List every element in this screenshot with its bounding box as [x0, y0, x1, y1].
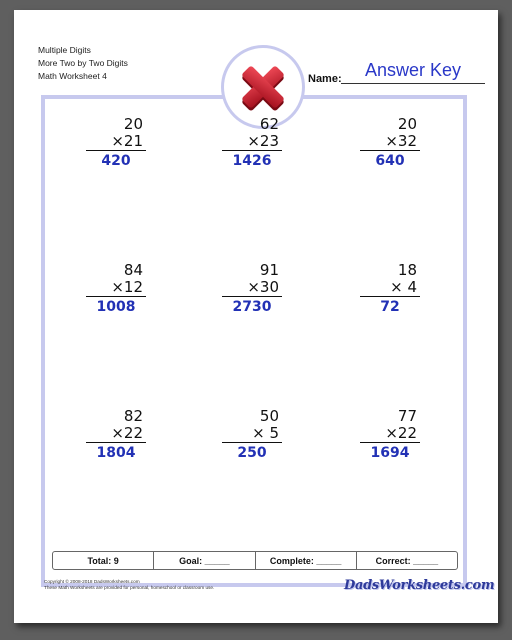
problem-answer: 420: [101, 153, 131, 169]
answer-key-text: Answer Key: [364, 60, 462, 80]
problem-answer: 2730: [232, 299, 272, 315]
problem-top-number: 62: [259, 115, 279, 133]
problem-multiplier: ×30: [222, 279, 282, 297]
problem-top-number: 18: [397, 261, 417, 279]
problem-top-number: 50: [259, 407, 279, 425]
problem-multiplier: × 4: [360, 279, 420, 297]
problem-multiplier: ×22: [360, 425, 420, 443]
title-line-1: Multiple Digits: [38, 45, 91, 55]
problem-multiplier: ×23: [222, 133, 282, 151]
problem-top-number: 77: [397, 407, 417, 425]
name-field: [341, 58, 485, 84]
problem-8: [222, 408, 282, 462]
problem-multiplier: ×12: [86, 279, 146, 297]
footer-total: Total: 9: [53, 552, 154, 569]
problem-4: [86, 262, 146, 316]
red-x-icon: [232, 56, 294, 118]
problem-multiplier: ×21: [86, 133, 146, 151]
problem-answer: 250: [237, 445, 267, 461]
problem-answer: 1804: [96, 445, 136, 461]
problem-multiplier: ×32: [360, 133, 420, 151]
copyright-line-2: These Math Worksheets are provided for personal, homeschool or classroom use.: [44, 585, 215, 590]
problem-top-number: 84: [123, 261, 143, 279]
problem-top-number: 20: [123, 115, 143, 133]
title-line-2: More Two by Two Digits: [38, 58, 128, 68]
problem-6: [360, 262, 420, 316]
problem-2: [222, 116, 282, 170]
worksheet-title-block: [38, 44, 128, 83]
worksheet-page: [14, 10, 498, 623]
name-label: Name:: [308, 73, 342, 85]
problem-answer: 640: [375, 153, 405, 169]
problem-top-number: 82: [123, 407, 143, 425]
problem-5: [222, 262, 282, 316]
copyright-notice: [44, 579, 214, 591]
problem-3: [360, 116, 420, 170]
problem-1: [86, 116, 146, 170]
footer-goal: Goal: _____: [154, 552, 255, 569]
problem-answer: 1426: [232, 153, 272, 169]
footer-complete: Complete: _____: [256, 552, 357, 569]
problem-multiplier: × 5: [222, 425, 282, 443]
footer-correct: Correct: _____: [375, 555, 439, 566]
problem-top-number: 91: [259, 261, 279, 279]
title-line-3: Math Worksheet 4: [38, 71, 107, 81]
problem-7: [86, 408, 146, 462]
problem-answer: 1694: [370, 445, 410, 461]
problem-top-number: 20: [397, 115, 417, 133]
problem-multiplier: ×22: [86, 425, 146, 443]
score-footer: [52, 551, 458, 570]
problem-9: [360, 408, 420, 462]
problem-answer: 1008: [96, 299, 136, 315]
copyright-line-1: Copyright © 2008-2018 DadsWorksheets.com: [44, 579, 140, 584]
brand-logo: DadsWorksheets.com: [344, 578, 495, 593]
problem-answer: 72: [380, 299, 400, 315]
